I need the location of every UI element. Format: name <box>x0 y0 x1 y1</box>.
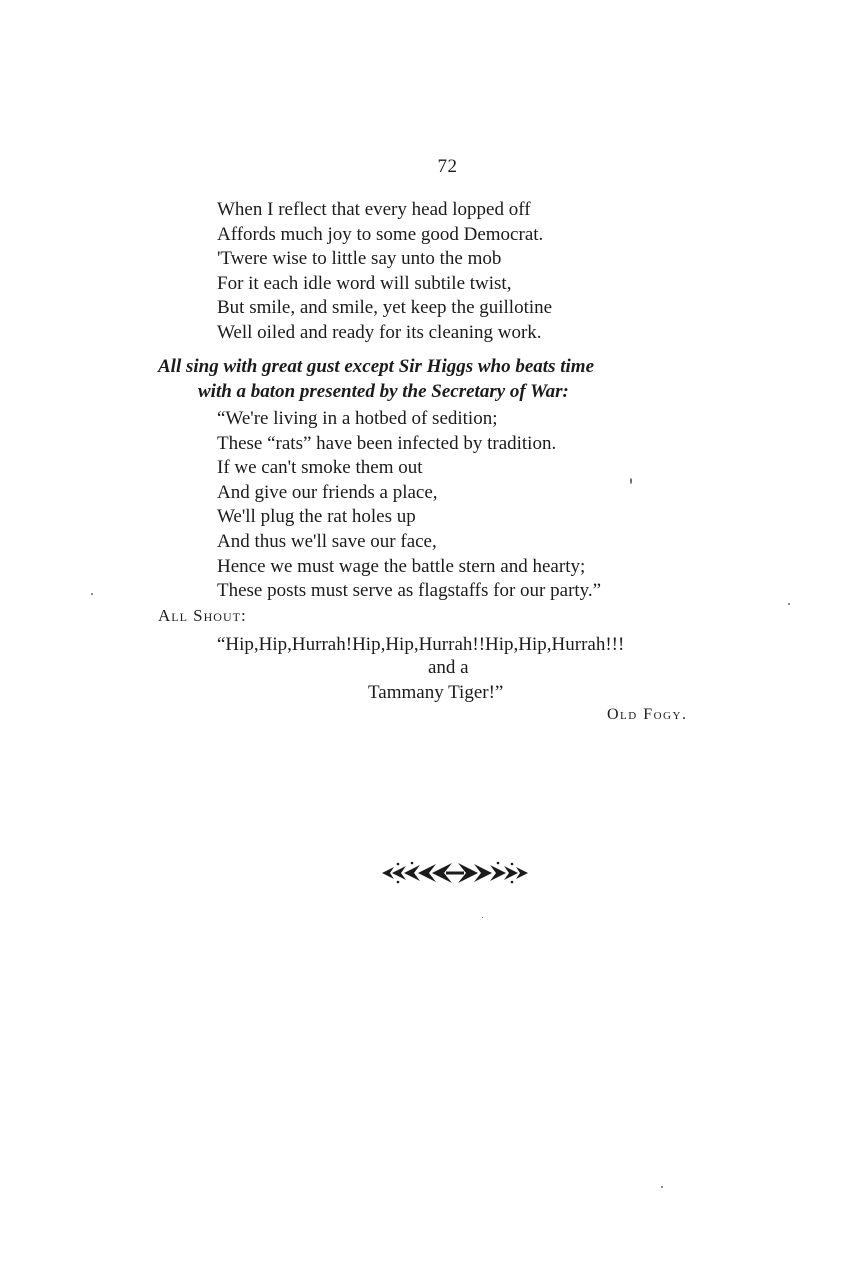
shout-line: “Hip,Hip,Hurrah!Hip,Hip,Hurrah!!Hip,Hip,Hurrah!!! <box>217 634 625 655</box>
page-number: 72 <box>437 156 458 177</box>
stage-direction <box>158 354 594 404</box>
verse-line: But smile, and smile, yet keep the guillotine <box>217 297 553 319</box>
verse-line: Well oiled and ready for its cleaning work. <box>217 321 542 343</box>
verse-line: And thus we'll save our face, <box>217 530 437 552</box>
verse-stanza-1 <box>217 198 552 346</box>
verse-line: And give our friends a place, <box>217 481 438 503</box>
verse-line: We'll plug the rat holes up <box>217 506 416 528</box>
scan-speck <box>482 917 483 918</box>
verse-line: If we can't smoke them out <box>217 457 423 479</box>
verse-stanza-2 <box>217 407 601 604</box>
stage-direction-line: with a baton presented by the Secretary of War: <box>198 381 569 402</box>
shout-tiger-line: Tammany Tiger!” <box>368 682 504 703</box>
verse-line: “We're living in a hotbed of sedition; <box>217 408 498 429</box>
shout-and-line: and a <box>428 657 469 678</box>
verse-line: 'Twere wise to little say unto the mob <box>217 248 502 270</box>
author-signature: Old Fogy. <box>607 706 688 723</box>
verse-line: Hence we must wage the battle stern and hearty; <box>217 555 586 577</box>
stage-direction-line: All sing with great gust except Sir Higgs who beats time <box>158 356 594 377</box>
verse-line: Affords much joy to some good Democrat. <box>217 223 544 245</box>
verse-line: These posts must serve as flagstaffs for our party.” <box>217 580 602 602</box>
scan-speck <box>788 603 790 605</box>
speaker-label: All Shout: <box>158 606 247 625</box>
verse-line: When I reflect that every head lopped off <box>217 199 531 220</box>
scan-speck <box>630 478 632 484</box>
verse-line: For it each idle word will subtile twist, <box>217 272 512 294</box>
scan-speck <box>661 1186 663 1188</box>
leaf-garland-ornament-icon <box>380 860 530 886</box>
scan-speck <box>91 593 93 595</box>
verse-line: These “rats” have been infected by tradition. <box>217 432 557 454</box>
